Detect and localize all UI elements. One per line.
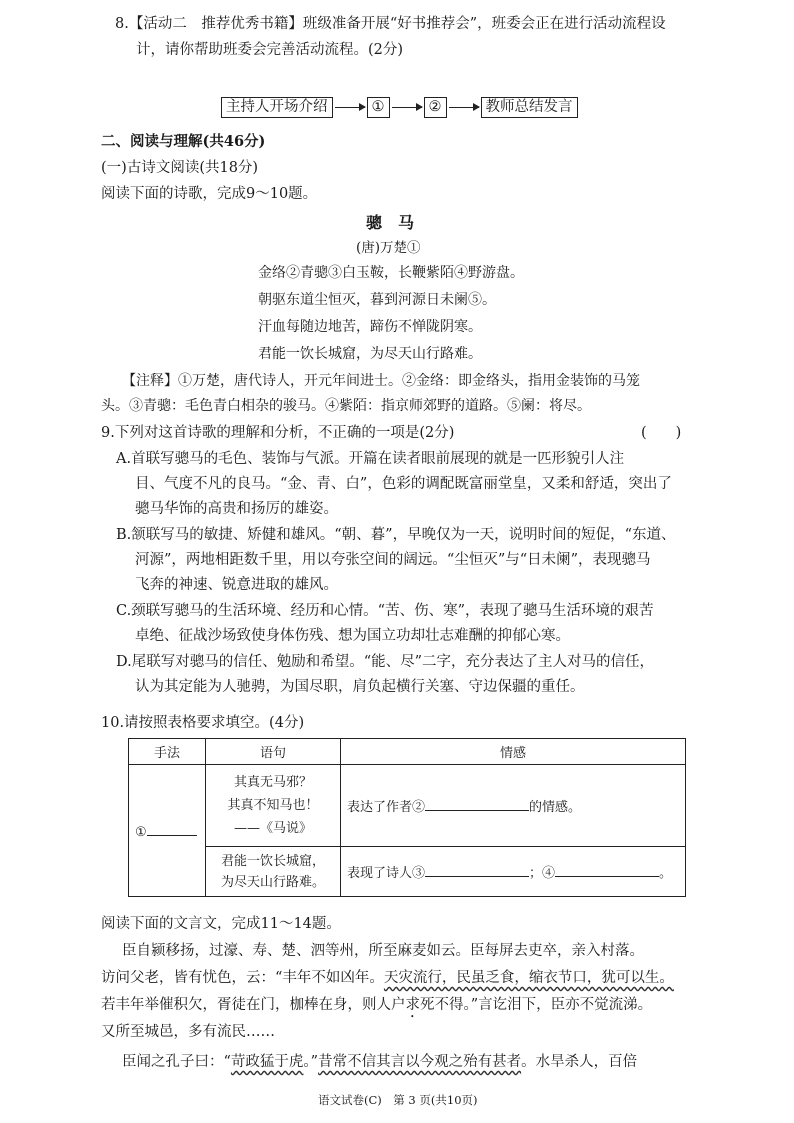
row1-sentence — [206, 765, 341, 847]
passage-line-2-a: 访问父老，皆有忧色，云：“丰年不如凶年。 — [101, 970, 384, 986]
row1-sentence-line-3: ——《马说》 — [233, 821, 312, 836]
classical-intro: 阅读下面的文言文，完成11～14题。 — [101, 916, 341, 932]
arrow-icon — [449, 107, 479, 108]
row1-sentence-line-1: 其真无马邪？ — [233, 775, 312, 790]
q9-option-a-2: 目、气度不凡的良马。“金、青、白”，色彩的调配既富丽堂皇，又柔和舒适，突出了 — [135, 476, 672, 492]
poem-title: 骢 马 — [366, 213, 415, 232]
arrow-icon — [335, 107, 365, 108]
q9-option-b-2: 河源”，两地相距数千里，用以夸张空间的阔远。“尘恒灭”与“日未阑”，表现骢马 — [135, 552, 651, 568]
dotted-char: 求 — [405, 997, 420, 1013]
section-title: 二、阅读与理解(共46分) — [101, 133, 266, 150]
poem-line-1: 金络②青骢③白玉鞍，长鞭紫陌④野游盘。 — [258, 265, 524, 281]
q9-option-c-2: 卓绝、征战沙场致使身体伤残、想为国立功却壮志难酬的抑郁心寒。 — [135, 628, 570, 644]
row2-emotion-suffix: 。 — [659, 866, 673, 881]
passage-line-3 — [101, 993, 652, 1021]
flow-step-4: 教师总结发言 — [481, 97, 578, 118]
answer-blank-1[interactable] — [147, 821, 197, 836]
wavy-underlined-sentence: 昔常不信其言以今观之殆有甚者 — [318, 1054, 522, 1070]
passage-line-5-a: 臣闻之孔子曰：“ — [122, 1054, 231, 1070]
table-header-emotion: 情感 — [341, 739, 686, 765]
passage-line-5-c: 。” — [303, 1054, 319, 1070]
q10-stem: 10.请按照表格要求填空。(4分) — [101, 715, 305, 731]
row2-sentence-line-2: 为尽天山行路难。 — [220, 874, 325, 890]
q9-stem: 9.下列对这首诗歌的理解和分析，不正确的一项是(2分) — [101, 425, 455, 441]
technique-blank-cell[interactable] — [129, 765, 206, 897]
q9-option-d-1: D.尾联写对骢马的信任、勉励和希望。“能、尽”二字，充分表达了主人对马的信任， — [116, 654, 655, 670]
row2-sentence-line-1: 君能一饮长城窟， — [220, 853, 325, 869]
poem-line-4: 君能一饮长城窟，为尽天山行路难。 — [258, 346, 482, 362]
arrow-icon — [392, 107, 422, 108]
q8-line1: 8.【活动二 推荐优秀书籍】班级准备开展“好书推荐会”，班委会正在进行活动流程设 — [115, 16, 666, 32]
row2-emotion-mid: ；④ — [529, 866, 556, 881]
poem-line-2: 朝驱东道尘恒灭，暮到河源日未阑⑤。 — [258, 292, 496, 308]
passage-line-1: 臣自颍移扬，过濠、寿、楚、泗等州，所至麻麦如云。臣每屏去吏卒，亲入村落。 — [122, 943, 644, 959]
poem-line-3: 汗血每随边地苦，蹄伤不惮陇阴寒。 — [258, 319, 482, 335]
flow-step-1: 主持人开场介绍 — [221, 97, 333, 118]
answer-blank-4[interactable] — [555, 862, 659, 877]
passage-line-5-e: 。水旱杀人，百倍 — [521, 1054, 638, 1070]
passage-line-5 — [122, 1050, 637, 1071]
answer-blank-2[interactable] — [425, 796, 529, 811]
q9-option-d-2: 认为其定能为人驰骋，为国尽职，肩负起横行关塞、守边保疆的重任。 — [135, 679, 585, 695]
table-header-sentence: 语句 — [206, 739, 341, 765]
section-subtitle: (一)古诗文阅读(共18分) — [101, 160, 259, 176]
q9-option-a-1: A.首联写骢马的毛色、装饰与气派。开篇在读者眼前展现的就是一匹形貌引人注 — [116, 451, 625, 467]
q9-option-c-1: C.颈联写骢马的生活环境、经历和心情。“苦、伤、寒”，表现了骢马生活环境的艰苦 — [116, 603, 654, 619]
q9-option-b-3: 飞奔的神速、锐意进取的雄风。 — [135, 577, 338, 593]
row2-emotion — [341, 847, 686, 897]
wavy-underlined-text: 天灾流行，民虽乏食，缩衣节口，犹可以生。 — [383, 970, 674, 986]
passage-line-4: 又所至城邑，多有流民…… — [101, 1024, 275, 1040]
q10-table — [128, 738, 686, 897]
row1-emotion-suffix: 的情感。 — [529, 800, 582, 815]
poem-author: (唐)万楚① — [356, 240, 421, 256]
passage-line-3-a: 若丰年举催积欠，胥徒在门，枷棒在身，则人户 — [101, 997, 406, 1013]
answer-blank-3[interactable] — [425, 862, 529, 877]
notes-line-1: 【注释】①万楚，唐代诗人，开元年间进士。②金络：即金络头，指用金装饰的马笼 — [122, 373, 640, 389]
row1-sentence-line-2: 其真不知马也！ — [227, 798, 319, 813]
page-footer: 语文试卷(C) 第 3 页(共10页) — [318, 1093, 478, 1107]
poem-intro: 阅读下面的诗歌，完成9～10题。 — [101, 186, 318, 202]
table-header-technique: 手法 — [129, 739, 206, 765]
notes-line-2: 头。③青骢：毛色青白相杂的骏马。④紫陌：指京师郊野的道路。⑤阑：将尽。 — [101, 398, 591, 414]
row1-emotion — [341, 765, 686, 847]
wavy-underlined-quote: 苛政猛于虎 — [230, 1054, 304, 1070]
passage-line-2 — [101, 966, 674, 987]
q8-flowchart — [221, 97, 578, 118]
blank-label-1: ① — [135, 825, 147, 840]
flow-step-3: ② — [424, 97, 447, 118]
flow-step-2: ① — [367, 97, 390, 118]
row1-emotion-prefix: 表达了作者② — [347, 800, 426, 815]
q9-answer-paren: ( ) — [641, 425, 682, 441]
q9-option-b-1: B.颔联写马的敏捷、矫健和雄风。“朝、暮”，早晚仅为一天，说明时间的短促，“东道、 — [116, 527, 676, 543]
row2-emotion-prefix: 表现了诗人③ — [347, 866, 426, 881]
passage-line-3-b: 死不得。”言讫泪下，臣亦不觉流涕。 — [420, 997, 653, 1013]
row2-sentence — [206, 847, 341, 897]
q9-option-a-3: 骢马华饰的高贵和扬厉的雄姿。 — [135, 501, 338, 517]
q8-line2: 计，请你帮助班委会完善活动流程。(2分) — [136, 42, 404, 58]
